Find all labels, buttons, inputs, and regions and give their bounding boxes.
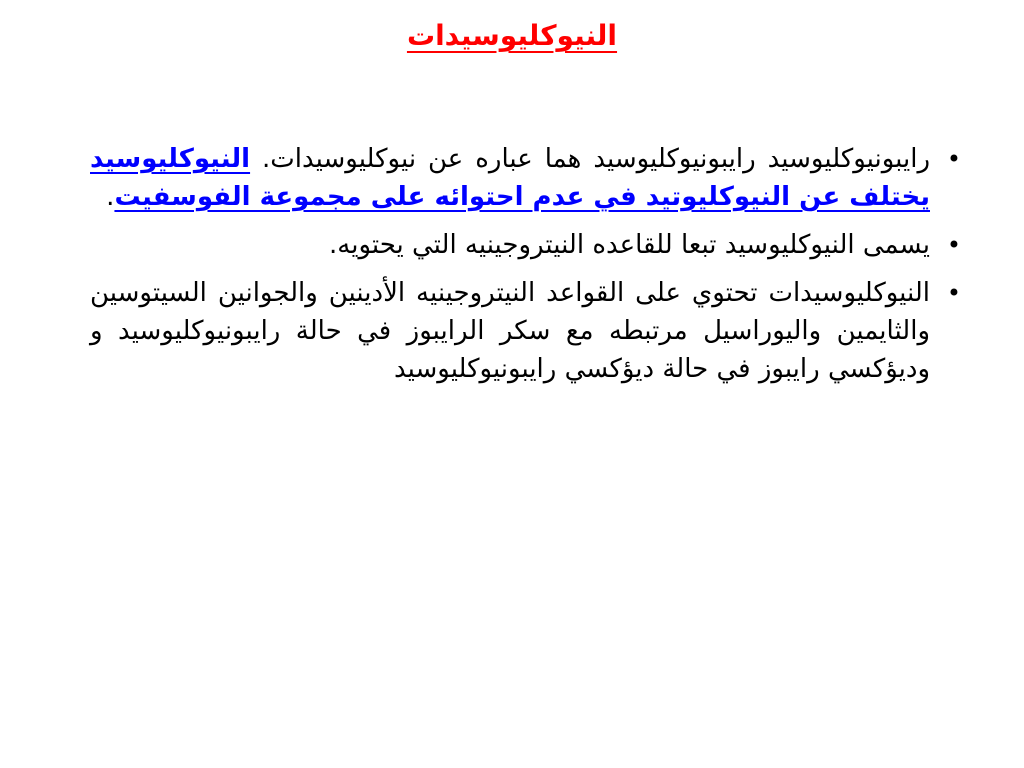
bullet-dot-icon: • <box>946 145 962 173</box>
bullet-item-1 <box>90 140 966 216</box>
bullet-3-text: النيوكليوسيدات تحتوي على القواعد النيتروجينيه الأدينين والجوانين السيتوسين والثايمين واليوراسيل مرتبطه مع سكر الرايبوز في حالة رايبونيوكليوسيد و وديؤكسي رايبوز في حالة ديؤكسي رايبونيوكليوسيد <box>90 278 930 384</box>
bullet-2-text: يسمى النيوكليوسيد تبعا للقاعده النيتروجينيه التي يحتويه. <box>329 230 930 260</box>
bullet-1-link[interactable]: النيوكليوسيد يختلف عن النيوكليوتيد في عدم احتوائه على مجموعة الفوسفيت <box>90 144 930 212</box>
bullet-1-trailing: . <box>106 182 115 212</box>
bullet-dot-icon: • <box>946 279 962 307</box>
bullet-item-2 <box>90 226 966 264</box>
bullet-1-text: رايبونيوكليوسيد رايبونيوكليوسيد هما عباره عن نيوكليوسيدات. <box>262 144 931 174</box>
bullet-list <box>90 140 966 398</box>
bullet-dot-icon: • <box>946 231 962 259</box>
slide-title-text: النيوكليوسيدات <box>406 19 618 52</box>
slide-title <box>0 12 1024 60</box>
bullet-item-3 <box>90 274 966 388</box>
